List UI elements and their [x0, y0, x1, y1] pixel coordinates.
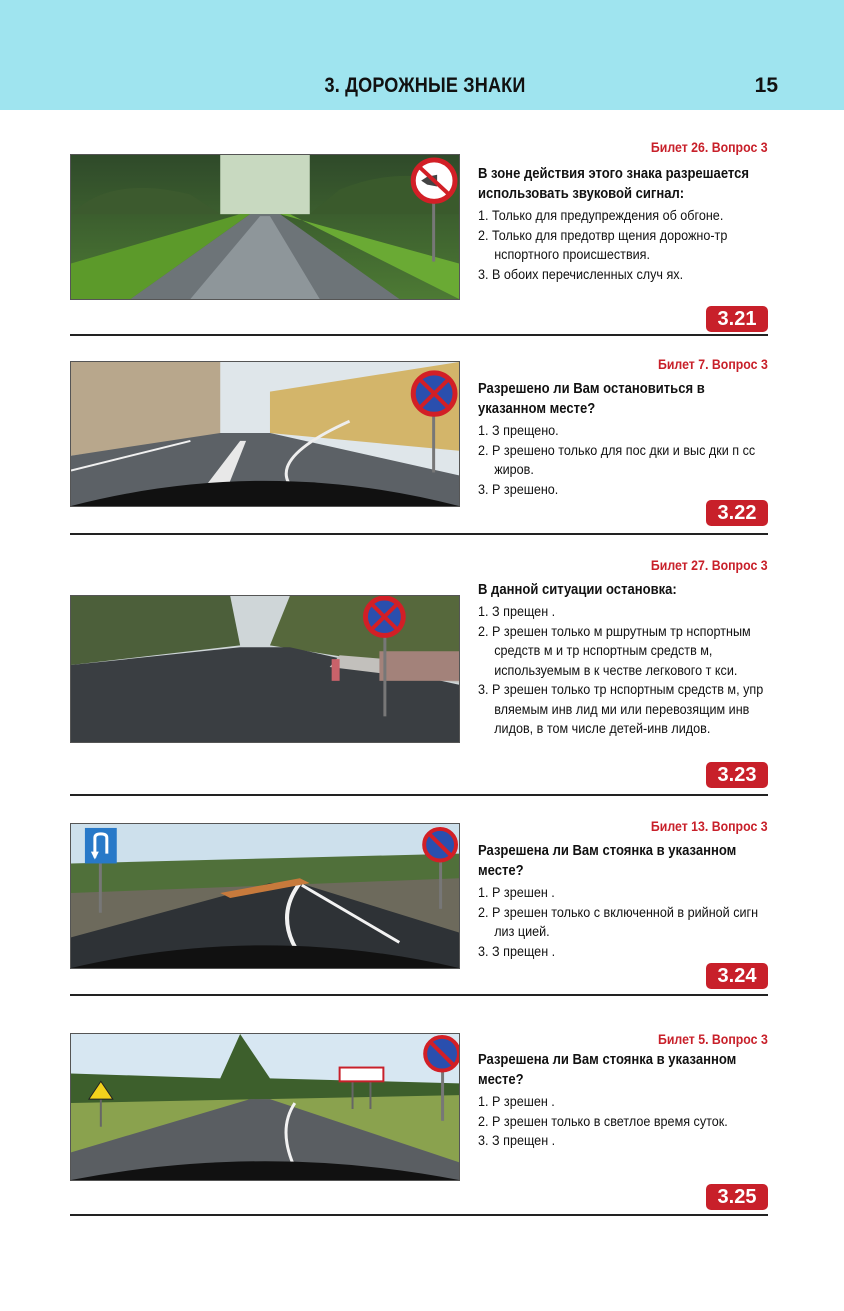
answer-option: 2. Р зрешен только м ршрутным тр нспортным средств м и тр нспортным средств м, используемым в к честве легкового т кси.: [478, 622, 751, 678]
answer-list: [478, 1092, 766, 1151]
question-text: Разрешена ли Вам стоянка в указанном месте?: [478, 843, 737, 879]
sign-number-badge: 3.25: [706, 1184, 768, 1210]
question-section: [70, 556, 768, 801]
page-header: [0, 0, 844, 110]
divider: [70, 794, 768, 796]
answer-option: 2. Р зрешен только с включенной в рийной сигн лиз цией.: [478, 903, 759, 939]
chapter-title: 3. ДОРОЖНЫЕ ЗНАКИ: [324, 74, 526, 97]
answer-option: 1. Р зрешен .: [478, 884, 555, 900]
divider: [70, 533, 768, 535]
answer-list: [478, 206, 766, 284]
answer-option: 1. Р зрешен .: [478, 1093, 555, 1109]
road-photo: [70, 361, 460, 507]
road-photo: [70, 823, 460, 969]
ticket-label: Билет 13. Вопрос 3: [651, 818, 768, 834]
answer-list: [478, 421, 766, 499]
question-section: [70, 817, 768, 1007]
answer-option: 1. З прещен .: [478, 603, 556, 619]
road-photo: [70, 1033, 460, 1181]
question-section: [70, 355, 768, 555]
sign-number-badge: 3.21: [706, 306, 768, 332]
answer-option: 2. Р зрешен только в светлое время суток.: [478, 1112, 728, 1129]
sign-number-badge: 3.24: [706, 963, 768, 989]
ticket-label: Билет 7. Вопрос 3: [658, 356, 768, 372]
ticket-label: Билет 26. Вопрос 3: [651, 139, 768, 155]
answer-option: 2. Только для предотвр щения дорожно-тр нспортного происшествия.: [478, 226, 728, 262]
answer-option: 3. Р зрешен только тр нспортным средств м, упр вляемым инв лид ми или перевозящим инв лидов, в том числе детей-инв лидов.: [478, 681, 764, 736]
sign-number-badge: 3.22: [706, 500, 768, 526]
question-text: Разрешена ли Вам стоянка в указанном месте?: [478, 1052, 737, 1088]
answer-list: [478, 602, 766, 739]
answer-option: 3. З прещен .: [478, 1132, 556, 1148]
answer-option: 3. З прещен .: [478, 942, 556, 959]
question-text: Разрешено ли Вам остановиться в указанном месте?: [478, 381, 705, 417]
divider: [70, 334, 768, 336]
page-number: 15: [754, 74, 778, 97]
answer-option: 3. В обоих перечисленных случ ях.: [478, 265, 684, 282]
answer-option: 3. Р зрешено.: [478, 480, 559, 497]
answer-option: 2. Р зрешено только для пос дки и выс дки п сс жиров.: [478, 441, 756, 477]
answer-list: [478, 883, 766, 961]
question-text: В зоне действия этого знака разрешается использовать звуковой сигнал:: [478, 166, 749, 202]
ticket-label: Билет 27. Вопрос 3: [651, 557, 768, 573]
divider: [70, 1214, 768, 1216]
ticket-label: Билет 5. Вопрос 3: [658, 1031, 768, 1047]
question-section: [70, 1030, 768, 1230]
road-photo: [70, 595, 460, 743]
question-section: [70, 138, 768, 338]
question-text: В данной ситуации остановка:: [478, 582, 677, 598]
answer-option: 1. Только для предупреждения об обгоне.: [478, 207, 724, 223]
answer-option: 1. З прещено.: [478, 422, 559, 438]
divider: [70, 994, 768, 996]
sign-number-badge: 3.23: [706, 762, 768, 788]
road-photo: [70, 154, 460, 300]
